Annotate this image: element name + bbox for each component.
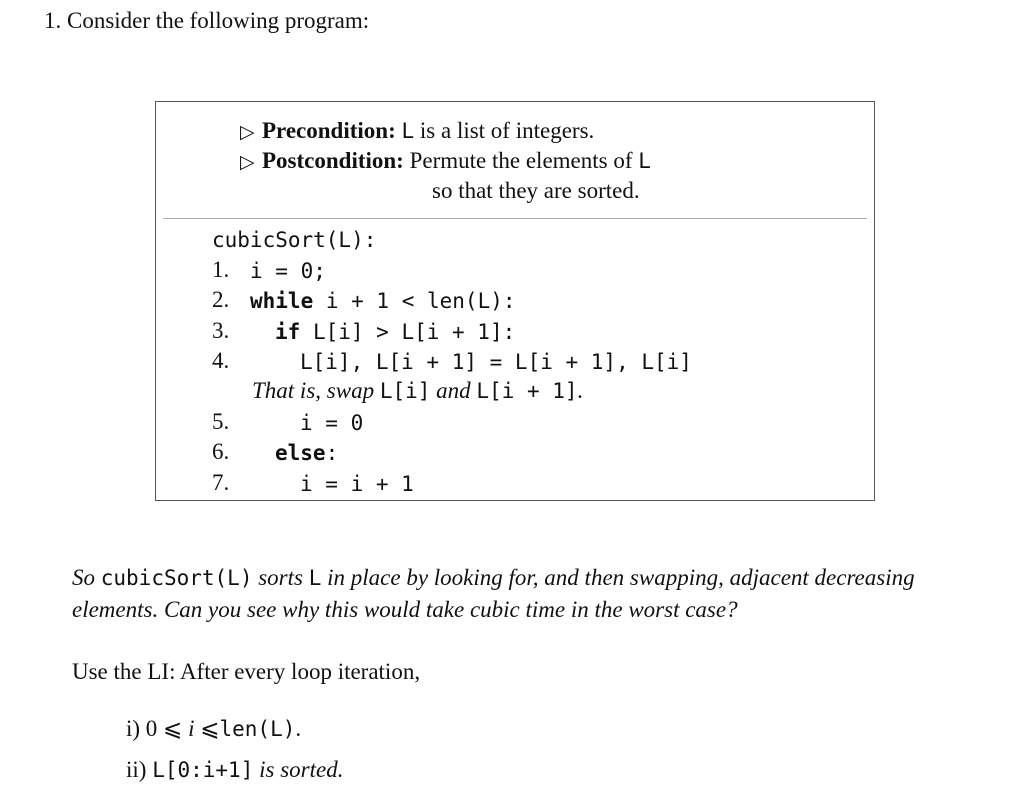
- invariant-var: i: [188, 716, 195, 741]
- line-number: 6.: [212, 439, 230, 464]
- triangle-right-icon: ▷: [240, 121, 255, 143]
- explanation-code: cubicSort(L): [100, 566, 253, 590]
- code-text: :: [325, 441, 339, 465]
- line-number: 3.: [212, 318, 230, 343]
- keyword-while: while: [250, 289, 314, 313]
- precondition-code: L: [401, 119, 415, 143]
- keyword-else: else: [275, 441, 326, 465]
- line-number: 5.: [212, 409, 230, 434]
- loop-invariant-ii: [126, 757, 343, 783]
- explanation-text: So: [72, 565, 101, 590]
- precondition-label: Precondition:: [262, 118, 396, 143]
- postcondition-code: L: [638, 149, 651, 173]
- code-text: L[i] > L[i + 1]:: [300, 320, 516, 344]
- invariant-text: ii): [126, 757, 153, 782]
- comment-code: L[i]: [379, 379, 431, 403]
- explanation-paragraph: [72, 562, 972, 625]
- line-number: 4.: [212, 348, 230, 373]
- box-divider: [163, 218, 867, 219]
- loop-invariant-i: [126, 716, 301, 742]
- postcondition-text: Permute the elements of: [403, 148, 639, 173]
- code-line-5: i = 0: [300, 411, 364, 435]
- line-number: 7.: [212, 470, 230, 495]
- question-heading: 1. Consider the following program:: [44, 8, 370, 33]
- invariant-text: ⩽: [194, 716, 220, 741]
- triangle-right-icon: ▷: [240, 151, 255, 173]
- comment-code: L[i + 1]: [476, 379, 578, 403]
- invariant-text: i) 0 ⩽: [126, 716, 189, 741]
- precondition-text: is a list of integers.: [414, 118, 595, 143]
- invariant-text: is sorted.: [253, 757, 344, 782]
- invariant-code: L[0:i+1]: [152, 758, 254, 782]
- function-signature: cubicSort(L):: [212, 228, 377, 252]
- explanation-text: in place by looking for, and then swapping, adjacent decreasing elements. Can you see why this would take cubic time in the worst case?: [72, 565, 915, 622]
- swap-comment: [252, 378, 583, 404]
- explanation-code: L: [308, 566, 322, 590]
- comment-text: .: [577, 378, 584, 403]
- invariant-code: len(L): [219, 717, 296, 741]
- comment-text: That is, swap: [252, 378, 380, 403]
- postcondition-continuation: so that they are sorted.: [432, 178, 640, 203]
- keyword-if: if: [275, 320, 301, 344]
- code-line-6: [275, 441, 338, 465]
- line-number: 2.: [212, 287, 230, 312]
- postcondition-line: [240, 148, 651, 174]
- code-line-3: [275, 320, 515, 344]
- code-text: i + 1 < len(L):: [313, 289, 516, 313]
- line-number: 1.: [212, 257, 230, 282]
- program-box: [155, 101, 875, 501]
- code-line-4: L[i], L[i + 1] = L[i + 1], L[i]: [300, 350, 692, 374]
- comment-text: and: [430, 378, 477, 403]
- precondition-line: [240, 118, 594, 144]
- code-line-7: i = i + 1: [300, 472, 414, 496]
- invariant-text: .: [295, 716, 302, 741]
- code-line-2: [250, 289, 516, 313]
- loop-invariant-intro: Use the LI: After every loop iteration,: [72, 659, 421, 684]
- code-line-1: i = 0;: [250, 259, 326, 283]
- postcondition-label: Postcondition:: [262, 148, 404, 173]
- explanation-text: sorts: [252, 565, 309, 590]
